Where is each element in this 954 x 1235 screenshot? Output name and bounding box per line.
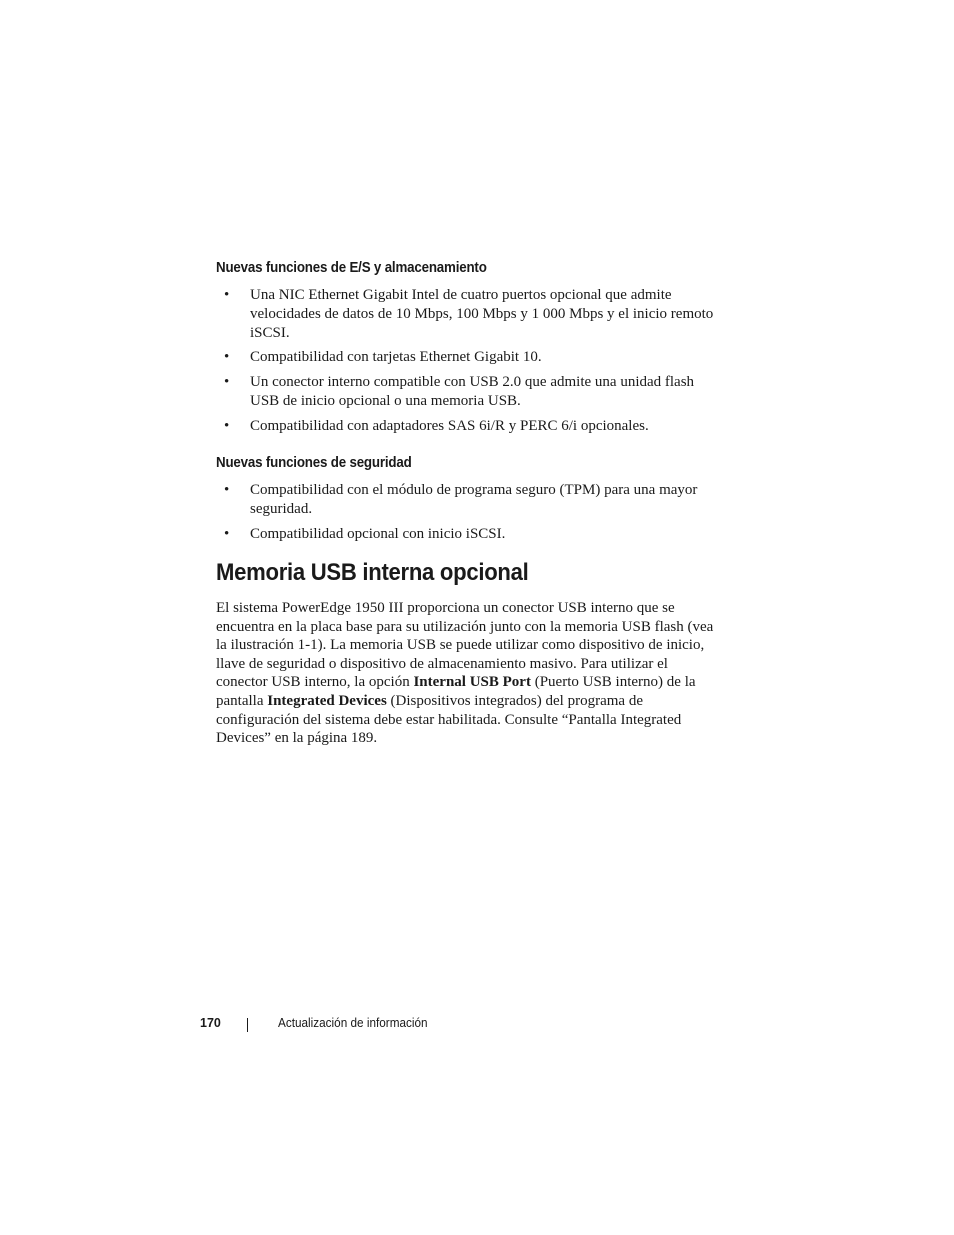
list-item-text: Una NIC Ethernet Gigabit Intel de cuatro puertos opcional que admite velocidades de datos de 10 Mbps, 100 Mbps y 1 000 Mbps y el inicio remoto iSCSI. — [250, 287, 714, 341]
ui-term-integrated-devices: Integrated Devices — [267, 692, 387, 709]
list-item — [222, 417, 722, 436]
para-text: (Dispositivos integrados) del programa de configuración del sistema debe estar habilitada. Consulte “Pantalla Integrated Devices” en la página 189. — [216, 692, 682, 747]
bullet-icon: • — [224, 525, 230, 542]
io-features-list — [222, 286, 722, 442]
list-item-text: Compatibilidad con tarjetas Ethernet Gigabit 10. — [250, 349, 542, 366]
list-item-text: Un conector interno compatible con USB 2.0 que admite una unidad flash USB de inicio opcional o una memoria USB. — [250, 374, 695, 409]
bullet-icon: • — [224, 482, 230, 498]
footer-title: Actualización de información — [278, 1016, 428, 1030]
list-item-text: Compatibilidad con adaptadores SAS 6i/R y PERC 6/i opcionales. — [250, 417, 649, 434]
list-item — [222, 481, 722, 519]
para-text: (Puerto USB interno) de la pantalla — [216, 674, 696, 709]
bullet-icon: • — [224, 417, 230, 434]
heading-usb-memory: Memoria USB interna opcional — [216, 559, 529, 586]
heading-security: Nuevas funciones de seguridad — [216, 455, 412, 471]
list-item-text: Compatibilidad con el módulo de programa seguro (TPM) para una mayor seguridad. — [250, 482, 698, 517]
usb-paragraph — [216, 599, 720, 748]
heading-io-storage: Nuevas funciones de E/S y almacenamiento — [216, 260, 487, 276]
bullet-icon: • — [224, 374, 230, 391]
bullet-icon: • — [224, 287, 230, 303]
list-item — [222, 373, 722, 411]
ui-term-internal-usb-port: Internal USB Port — [413, 674, 531, 691]
bullet-icon: • — [224, 349, 230, 366]
list-item — [222, 286, 722, 342]
list-item-text: Compatibilidad opcional con inicio iSCSI. — [250, 525, 506, 542]
security-features-list — [222, 481, 722, 549]
footer-separator — [247, 1018, 248, 1032]
page-number: 170 — [200, 1016, 221, 1030]
para-text: El sistema PowerEdge 1950 III proporciona un conector USB interno que se encuentra en la placa base para su utilización junto con la memoria USB flash (vea la ilustración 1-1). La memoria USB se puede utilizar como dispositivo de inicio, llave de seguridad o dispositivo de almacenamiento masivo. Para utilizar el conector USB interno, la opción — [216, 600, 714, 691]
list-item — [222, 348, 722, 367]
list-item — [222, 525, 722, 544]
